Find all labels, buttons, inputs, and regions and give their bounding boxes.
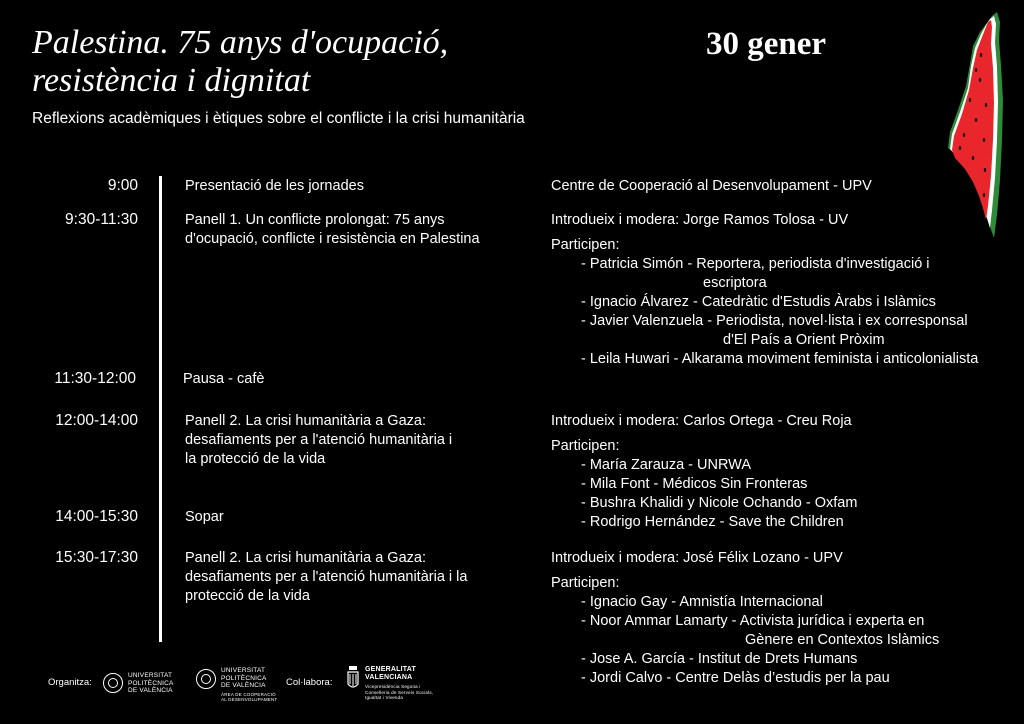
participant-item: [581, 456, 1016, 475]
session-1: [185, 177, 530, 196]
participant-line: - Noor Ammar Lamarty - Activista jurídica i experta en: [581, 613, 925, 629]
participant-item: [581, 650, 1016, 669]
session-1-line: Presentació de les jornades: [185, 178, 364, 194]
organizer-label: Organitza:: [48, 677, 92, 688]
event-subtitle: Reflexions acadèmiques i ètiques sobre el conflicte i la crisi humanitària: [32, 110, 525, 127]
event-title-line-2: resistència i dignitat: [32, 62, 311, 99]
session-4-line-1: Panell 2. La crisi humanitària a Gaza:: [185, 413, 426, 429]
event-title-line-1: Palestina. 75 anys d'ocupació,: [32, 24, 449, 61]
participant-line: - Bushra Khalidi y Nicole Ochando - Oxfam: [581, 495, 858, 511]
upv-logo-text: [128, 672, 174, 695]
time-slot-4: 12:00-14:00: [55, 412, 138, 429]
upv-logo-line: UNIVERSITAT: [128, 672, 173, 679]
participant-line: - Ignacio Álvarez - Catedràtic d'Estudis Àrabs i Islàmics: [581, 294, 936, 310]
upv-logo-line: DE VALÈNCIA: [221, 682, 266, 689]
session-6-participant-list: [551, 593, 1016, 688]
generalitat-name: GENERALITAT: [365, 666, 416, 673]
participant-line: - Mila Font - Médicos Sin Fronteras: [581, 476, 808, 492]
session-6-line-2: desafiaments per a l'atenció humanitària i la: [185, 569, 468, 585]
participant-item: [581, 350, 1016, 369]
participant-item: [581, 475, 1016, 494]
generalitat-logo-text: [365, 666, 433, 701]
session-4-info: [551, 412, 1016, 532]
session-6-info: [551, 549, 1016, 688]
participant-line: - María Zarauza - UNRWA: [581, 457, 751, 473]
session-5-line: Sopar: [185, 509, 224, 525]
session-2-participants-label: Participen:: [551, 237, 620, 253]
upv-logo-line: POLITÈCNICA: [221, 674, 267, 682]
session-2-info: [551, 211, 1016, 369]
session-2-moderator: Introdueix i modera: Jorge Ramos Tolosa - UV: [551, 212, 849, 228]
participant-item: [581, 293, 1016, 312]
time-slot-3: 11:30-12:00: [54, 370, 136, 387]
participant-line-cont: d'El País a Orient Pròxim: [723, 332, 885, 348]
upv-cooperation-logo: [196, 667, 281, 703]
upv-seal-icon: [103, 673, 123, 693]
generalitat-region: VALENCIANA: [365, 673, 413, 681]
upv-cooperation-logo-text: [221, 667, 281, 703]
session-5: [185, 508, 530, 527]
event-title: [32, 24, 652, 100]
session-2-participant-list: [551, 255, 1016, 369]
participant-item: [581, 494, 1016, 513]
participant-line: - Rodrigo Hernández - Save the Children: [581, 514, 844, 530]
time-slot-2: 9:30-11:30: [65, 211, 138, 228]
session-2: [185, 211, 530, 249]
schedule-divider: [159, 176, 162, 642]
session-6-line-3: protecció de la vida: [185, 588, 310, 604]
participant-item: [581, 669, 1016, 688]
time-slot-6: 15:30-17:30: [55, 549, 138, 566]
participant-line: - Leila Huwari - Alkarama moviment feminista i anticolonialista: [581, 351, 979, 367]
generalitat-sub-line: Conselleria de Serveis Socials,: [365, 689, 434, 695]
generalitat-sub-line: Igualtat i Vivenda: [365, 695, 404, 700]
upv-seal-icon: [196, 669, 216, 689]
participant-line: - Jose A. García - Institut de Drets Humans: [581, 651, 858, 667]
upv-logo-line: POLITÈCNICA: [128, 679, 174, 687]
participant-item: [581, 513, 1016, 532]
session-4: [185, 412, 530, 469]
participant-line: - Jordi Calvo - Centre Delàs d’estudis per la pau: [581, 670, 890, 686]
participant-line: - Javier Valenzuela - Periodista, novel·lista i ex corresponsal: [581, 313, 968, 329]
participant-line: - Ignacio Gay - Amnistía Internacional: [581, 594, 823, 610]
generalitat-sub-line: Vicepresidència Segona i: [365, 684, 421, 689]
participant-item: [581, 593, 1016, 612]
session-1-organizer: Centre de Cooperació al Desenvolupament - UPV: [551, 178, 872, 194]
upv-logo-line: UNIVERSITAT: [221, 667, 266, 674]
session-4-moderator: Introdueix i modera: Carlos Ortega - Creu Roja: [551, 413, 852, 429]
session-3: [183, 370, 528, 389]
session-3-line: Pausa - cafè: [183, 371, 265, 387]
time-slot-1: 9:00: [107, 177, 138, 194]
participant-line: - Patricia Simón - Reportera, periodista d'investigació i: [581, 256, 930, 272]
upv-logo: [103, 672, 174, 695]
session-4-participants-label: Participen:: [551, 438, 620, 454]
session-4-participant-list: [551, 456, 1016, 532]
watermelon-map-icon: [940, 10, 1010, 242]
upv-cooperation-area: ÀREA DE COOPERACIÓ AL DESENVOLUPAMENT: [221, 691, 278, 702]
participant-item: [581, 612, 1016, 650]
generalitat-logo: [346, 666, 433, 701]
time-slot-5: 14:00-15:30: [55, 508, 138, 525]
session-2-line-1: Panell 1. Un conflicte prolongat: 75 anys: [185, 212, 445, 228]
session-2-line-2: d'ocupació, conflicte i resistència en Palestina: [185, 231, 480, 247]
participant-item: [581, 312, 1016, 350]
session-6-moderator: Introdueix i modera: José Félix Lozano - UPV: [551, 550, 843, 566]
upv-logo-line: DE VALÈNCIA: [128, 687, 173, 694]
collaborator-label: Col·labora:: [286, 677, 333, 688]
participant-line-cont: escriptora: [703, 275, 767, 291]
participant-line-cont: Gènere en Contextos Islàmics: [745, 632, 940, 648]
session-6: [185, 549, 530, 606]
session-4-line-2: desafiaments per a l'atenció humanitària i: [185, 432, 453, 448]
event-date: 30 gener: [706, 26, 827, 62]
session-4-line-3: la protecció de la vida: [185, 451, 326, 467]
session-6-participants-label: Participen:: [551, 575, 620, 591]
participant-item: [581, 255, 1016, 293]
generalitat-shield-icon: [346, 666, 360, 692]
session-6-line-1: Panell 2. La crisi humanitària a Gaza:: [185, 550, 426, 566]
